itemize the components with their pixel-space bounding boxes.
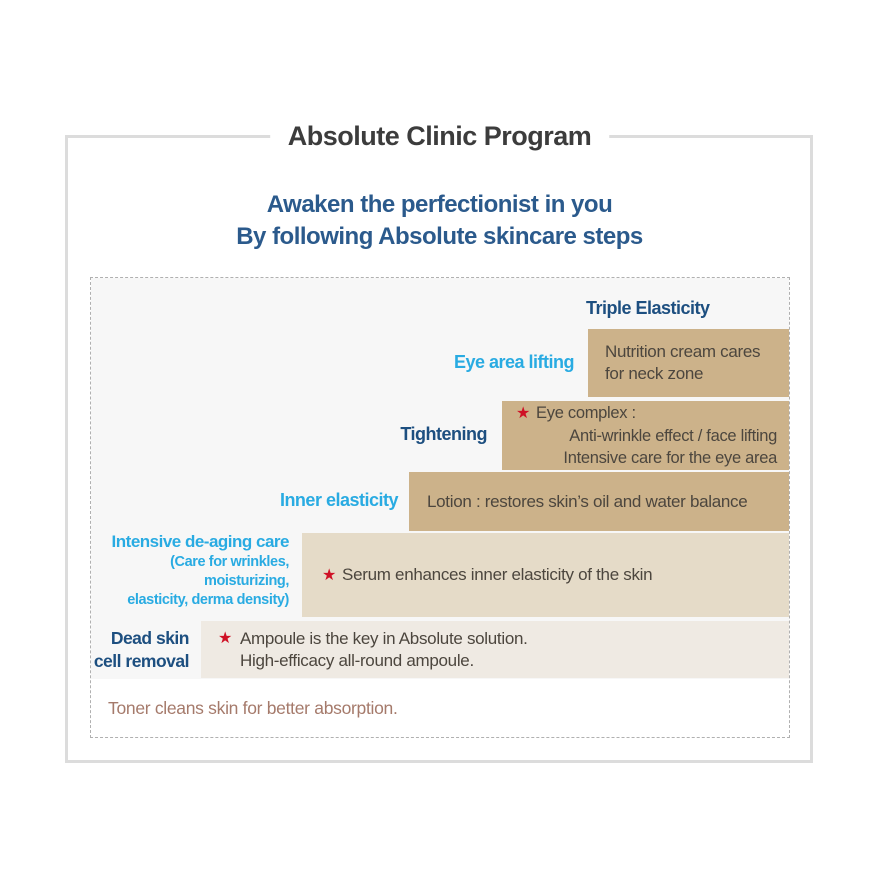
subtitle (0, 189, 879, 253)
ampoule-line-1: Ampoule is the key in Absolute solution. (240, 628, 528, 648)
serum-text: Serum enhances inner elasticity of the skin (342, 565, 653, 584)
spacer (218, 650, 240, 672)
eye-complex-line-2: Anti-wrinkle effect / face lifting (569, 427, 777, 445)
step-label-tightening: Tightening (400, 424, 487, 444)
eye-complex-line-3: Intensive care for the eye area (563, 449, 777, 467)
step-label-eye-area-lifting: Eye area lifting (453, 352, 574, 372)
step-label-intensive-de-aging (112, 531, 289, 610)
step-box-lotion (409, 472, 789, 531)
toner-note: Toner cleans skin for better absorption. (108, 698, 398, 718)
step-label-inner-elasticity: Inner elasticity (279, 490, 398, 510)
subtitle-line-1: Awaken the perfectionist in you (266, 191, 613, 218)
step-box-eye-complex (502, 401, 789, 470)
nutrition-line-1: Nutrition cream cares (605, 342, 761, 361)
page-title: Absolute Clinic Program (270, 117, 610, 155)
eye-complex-title: Eye complex : (536, 404, 636, 422)
intensive-label-sub-2: moisturizing, (203, 573, 289, 589)
deadskin-label-line-1: Dead skin (110, 628, 189, 648)
intensive-label-sub-1: (Care for wrinkles, (170, 554, 289, 570)
intensive-label-main: Intensive de-aging care (111, 532, 289, 551)
deadskin-label-line-2: cell removal (93, 651, 189, 671)
serum-line (322, 565, 789, 585)
star-icon: ★ (516, 405, 531, 422)
step-box-ampoule (201, 621, 789, 678)
subtitle-line-2: By following Absolute skincare steps (236, 223, 643, 250)
star-icon: ★ (218, 629, 233, 647)
step-box-nutrition-cream (588, 329, 789, 397)
lotion-line: Lotion : restores skin’s oil and water balance (427, 491, 748, 511)
eye-complex-title-line (502, 402, 789, 425)
step-box-serum (302, 533, 789, 617)
nutrition-line-2: for neck zone (605, 364, 704, 383)
step-label-dead-skin-removal (94, 627, 189, 673)
intensive-label-sub-3: elasticity, derma density) (127, 592, 289, 608)
star-icon: ★ (322, 567, 337, 584)
step-label-triple-elasticity: Triple Elasticity (586, 298, 710, 318)
program-steps-panel (90, 277, 790, 738)
ampoule-lines (218, 628, 789, 672)
ampoule-line-2: High-efficacy all-round ampoule. (240, 650, 474, 670)
